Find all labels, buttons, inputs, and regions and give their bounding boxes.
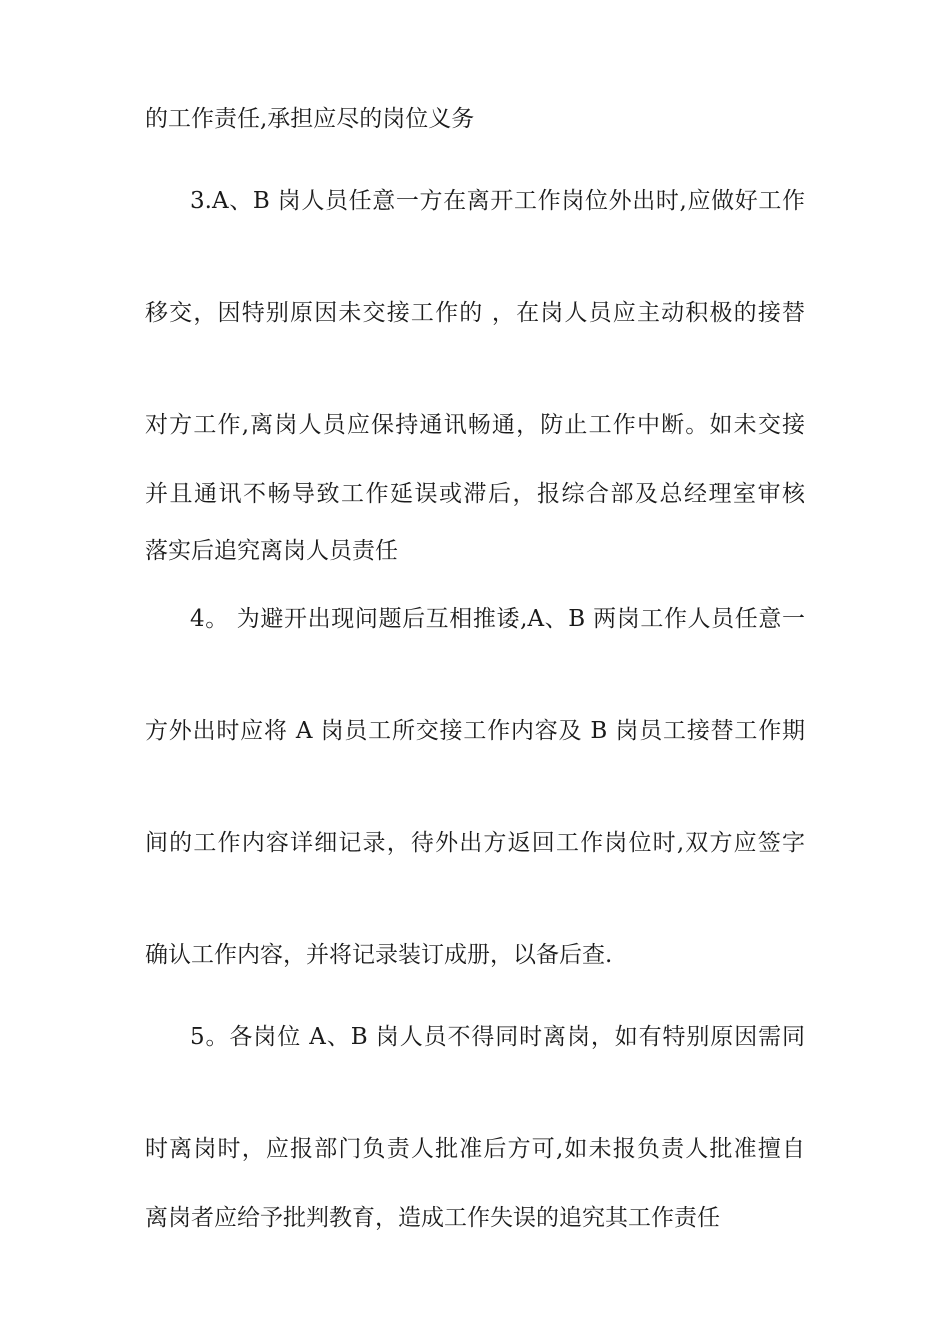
paragraph-3-line-2: 移交，因特别原因未交接工作的 ，在岗人员应主动积极的接替 bbox=[145, 300, 805, 326]
paragraph-5-line-3: 离岗者应给予批判教育，造成工作失误的追究其工作责任 bbox=[145, 1205, 720, 1231]
paragraph-4-line-4: 确认工作内容，并将记录装订成册，以备后查. bbox=[145, 942, 613, 968]
paragraph-4-line-1: 4。 为避开出现问题后互相推诿,A、B 两岗工作人员任意一 bbox=[190, 606, 805, 632]
text-line-1: 的工作责任,承担应尽的岗位义务 bbox=[145, 106, 475, 132]
paragraph-4-line-2: 方外出时应将 A 岗员工所交接工作内容及 B 岗员工接替工作期 bbox=[145, 718, 805, 744]
paragraph-3-line-3: 对方工作,离岗人员应保持通讯畅通，防止工作中断。如未交接 bbox=[145, 412, 805, 438]
paragraph-4-line-3: 间的工作内容详细记录，待外出方返回工作岗位时,双方应签字 bbox=[145, 830, 805, 856]
paragraph-5-line-1: 5。各岗位 A、B 岗人员不得同时离岗，如有特别原因需同 bbox=[190, 1024, 805, 1050]
paragraph-5-line-2: 时离岗时，应报部门负责人批准后方可,如未报负责人批准擅自 bbox=[145, 1136, 805, 1162]
paragraph-3-line-4: 并且通讯不畅导致工作延误或滞后，报综合部及总经理室审核 bbox=[145, 481, 805, 507]
paragraph-3-line-1: 3.A、B 岗人员任意一方在离开工作岗位外出时,应做好工作 bbox=[190, 188, 805, 214]
paragraph-3-line-5: 落实后追究离岗人员责任 bbox=[145, 538, 398, 564]
